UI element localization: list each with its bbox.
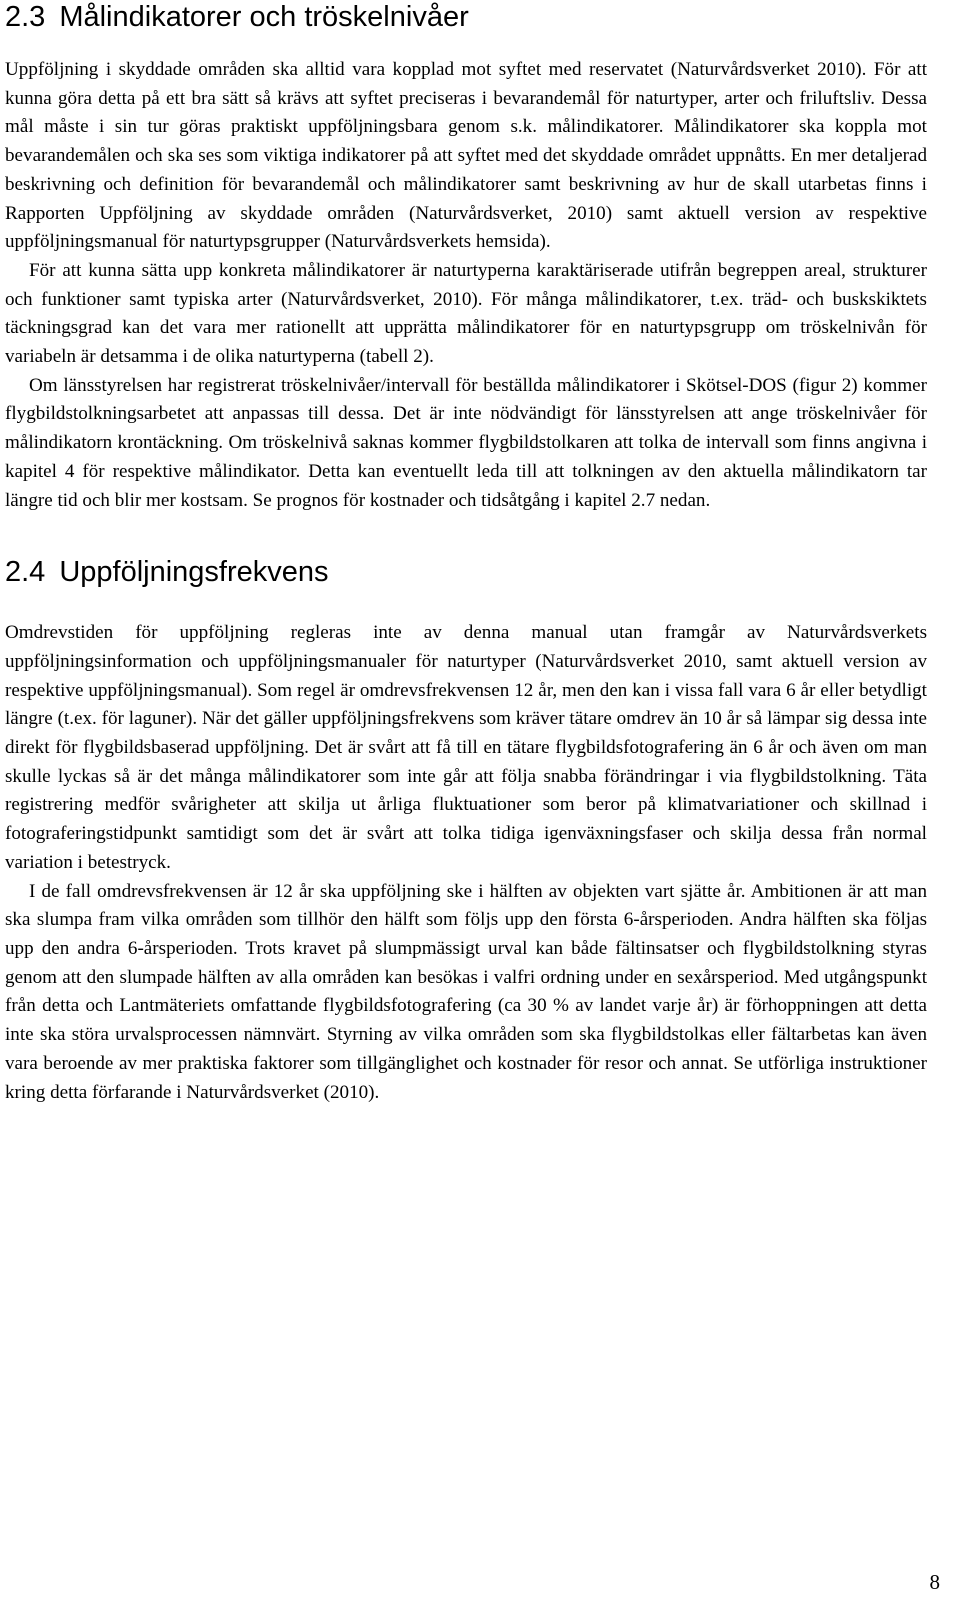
paragraph: Om länsstyrelsen har registrerat tröskelnivåer/intervall för beställda målindikatorer i Skötsel-DOS (figur 2) kommer flygbildstolkningsarbetet att anpassas till dessa. Det är inte nödvändigt för länsstyrelsen att ange tröskelnivåer för målindikatorn krontäckning. Om tröskelnivå saknas kommer flygbildstolkaren att tolka de intervall som finns angivna i kapitel 4 för respektive målindikator. Detta kan eventuellt leda till att tolkningen av den aktuella målindikatorn tar längre tid och blir mer kostsam. Se prognos för kostnader och tidsåtgång i kapitel 2.7 nedan.	[5, 374, 927, 511]
section-number: 2.3	[5, 1, 46, 33]
section-title: Målindikatorer och tröskelnivåer	[59, 1, 469, 33]
paragraph: För att kunna sätta upp konkreta målindikatorer är naturtyperna karaktäriserade utifrån begreppen areal, strukturer och funktioner samt typiska arter (Naturvårdsverket, 2010). För många målindikatorer, t.ex. träd- och buskskiktets täckningsgrad kan det vara mer rationellt att upprätta målindikatorer för en naturtypsgrupp om tröskelnivån för variabeln är detsamma i de olika naturtyperna (tabell 2).	[5, 259, 927, 368]
section-number: 2.4	[5, 556, 46, 589]
document-page	[5, 0, 927, 1107]
paragraph: I de fall omdrevsfrekvensen är 12 år ska uppföljning ske i hälften av objekten vart sjätte år. Ambitionen är att man ska slumpa fram vilka områden som tillhör den hälft som följs upp den första 6-årsperioden. Andra hälften ska följas upp den andra 6-årsperioden. Trots kravet på slumpmässigt urval kan både fältinsatser och flygbildstolkning styras genom att den slumpade hälften av alla områden kan besökas i valfri ordning under en sexårsperiod. Med utgångspunkt från detta och Lantmäteriets omfattande flygbildsfotografering (ca 30 % av landet varje år) är förhoppningen att detta inte ska störa urvalsprocessen nämnvärt. Styrning av vilka områden som ska flygbildstolkas eller fältarbetas kan även vara beroende av mer praktiska faktorer som tillgänglighet och kostnader för resor och annat. Se utförliga instruktioner kring detta förfarande i Naturvårdsverket (2010).	[5, 880, 927, 1103]
page-number: 8	[929, 1570, 940, 1594]
section-heading	[5, 0, 927, 34]
paragraph: Omdrevstiden för uppföljning regleras inte av denna manual utan framgår av Naturvårdsverkets uppföljningsinformation och uppföljningsmanualer för naturtyper (Naturvårdsverket 2010, samt aktuell version av respektive uppföljningsmanual). Som regel är omdrevsfrekvensen 12 år, men den kan i vissa fall vara 6 år eller betydligt längre (t.ex. för laguner). När det gäller uppföljningsfrekvens som kräver tätare omdrev än 10 år så lämpar sig dessa inte direkt för flygbildsbaserad uppföljning. Det är svårt att få till en tätare flygbildsfotografering än 6 år och även om man skulle lyckas så är det många målindikatorer som inte går att följa snabba förändringar i via flygbildstolkning. Täta registrering medför svårigheter att skilja ut årliga fluktuationer som beror på klimatvariationer och skillnad i fotograferingstidpunkt samtidigt som det är svårt att tolka tidiga igenväxningsfaser och skilja dessa från normal variation i betestryck.	[5, 622, 927, 873]
section-title: Uppföljningsfrekvens	[59, 556, 329, 589]
paragraph: Uppföljning i skyddade områden ska alltid vara kopplad mot syftet med reservatet (Naturvårdsverket 2010). För att kunna göra detta på ett bra sätt så krävs att syftet preciseras i bevarandemål för naturtyper, arter och friluftsliv. Dessa mål måste i sin tur göras praktiskt uppföljningsbara genom s.k. målindikatorer. Målindikatorer ska koppla mot bevarandemålen och ska ses som viktiga indikatorer på att syftet med det skyddade området uppnåtts. En mer detaljerad beskrivning och definition för bevarandemål och målindikatorer samt beskrivning av hur de skall utarbetas finns i Rapporten Uppföljning av skyddade områden (Naturvårdsverket, 2010) samt aktuell version av respektive uppföljningsmanual för naturtypsgrupper (Naturvårdsverkets hemsida).	[5, 59, 927, 253]
section-heading	[5, 555, 927, 589]
